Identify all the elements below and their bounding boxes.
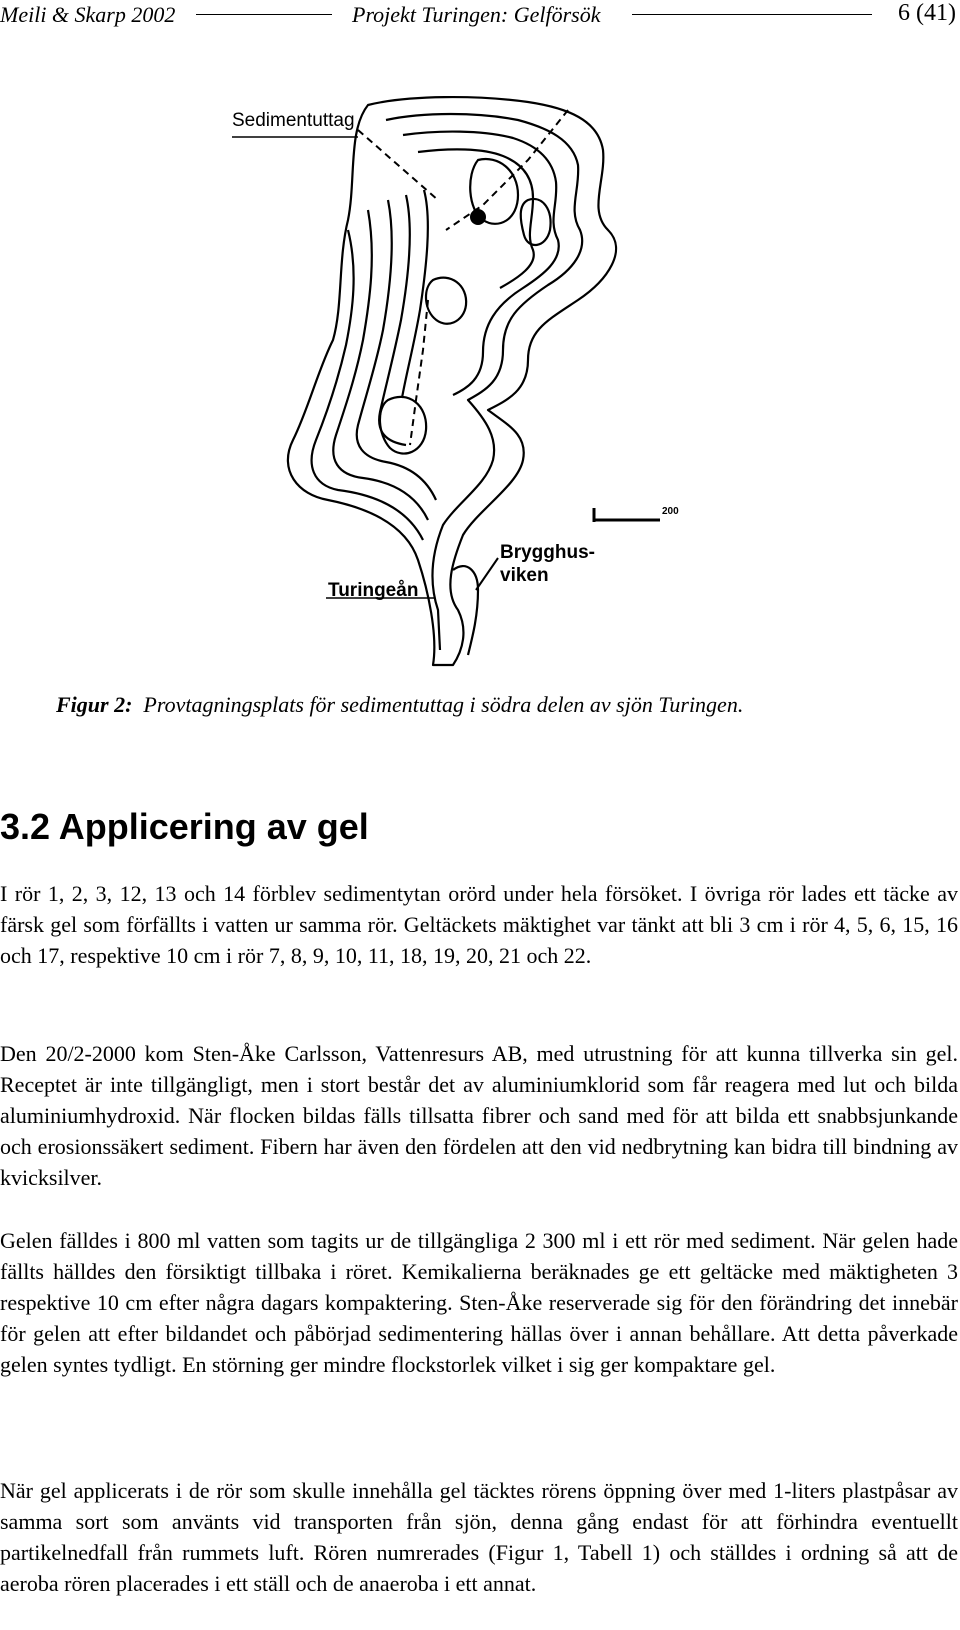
page-number: 6 (41) xyxy=(898,0,956,26)
label-brygghus: Brygghus- xyxy=(500,542,595,563)
depth-basin-mid xyxy=(426,278,466,324)
body-paragraph-1: I rör 1, 2, 3, 12, 13 och 14 förblev sedimentytan orörd under hela försöket. I övriga rör lades ett täcke av färsk gel som förfällts i vatten ur samma rör. Geltäckets mäktighet var tänkt att bli 3 cm i rör 4, 5, 6, 15, 16 och 17, respektive 10 cm i rör 7, 8, 9, 10, 11, 18, 19, 20, 21 och 22. xyxy=(0,881,958,968)
bay-outline xyxy=(453,566,478,655)
figure-caption-label: Figur 2: xyxy=(56,692,133,717)
body-paragraph-3: Gelen fälldes i 800 ml vatten som tagits ur de tillgängliga 2 300 ml i ett rör med sediment. När gelen hade fällts hälldes den försiktigt tillbaka i röret. Kemikalierna beräknades ge ett geltäcke med mäktigheten 3 respektive 10 cm efter några dagars kompaktering. Sten-Åke reserverade sig för den förändring det innebär för gelen att efter bildandet och påbörjad sedimentering hällas över i annan behållare. Att detta påverkade gelen syntes tydligt. En störning ger mindre flockstorlek vilket i sig ger kompaktare gel. xyxy=(0,1228,958,1377)
header-project-title: Projekt Turingen: Gelförsök xyxy=(352,2,601,27)
body-paragraph-4: När gel applicerats i de rör som skulle innehålla gel täcktes rörens öppning över med 1-liters plastpåsar av samma sort som använts vid transporten från sjön, denna gång endast för att förhindra eventuellt partikelnedfall från rummets luft. Rören numrerades (Figur 1, Tabell 1) och ställdes i ordning så att de aeroba rören placerades i ett ställ och de anaeroba i ett annat. xyxy=(0,1478,958,1596)
brygghus-leader-line xyxy=(476,558,498,590)
transect-line-3 xyxy=(358,130,438,200)
depth-contour-1 xyxy=(386,114,582,650)
depth-basin-east xyxy=(521,199,551,245)
header-rule-right xyxy=(632,14,872,15)
lake-contour-map xyxy=(228,90,768,670)
figure-caption xyxy=(56,692,743,718)
label-scale-200: 200 xyxy=(662,506,679,517)
label-sedimentuttag: Sedimentuttag xyxy=(232,110,355,131)
header-authors: Meili & Skarp 2002 xyxy=(0,2,176,27)
sampling-point-marker xyxy=(470,209,486,225)
header-rule-left xyxy=(196,14,332,15)
label-viken: viken xyxy=(500,565,549,586)
page-header xyxy=(0,0,960,28)
figure-caption-text: Provtagningsplats för sedimentuttag i södra delen av sjön Turingen. xyxy=(143,692,744,717)
body-paragraph-2: Den 20/2-2000 kom Sten-Åke Carlsson, Vattenresurs AB, med utrustning för att kunna tillverka sin gel. Receptet är inte tillgängligt, men i stort består det av aluminiumklorid som får reagera med lut och bilda aluminiumhydroxid. När flocken bildas fälls tillsatta fibrer och sand med för att bilda ett snabbsjunkande och erosionssäkert sediment. Fibern har även den fördelen att den vid nedbrytning kan bidra till bindning av kvicksilver. xyxy=(0,1041,958,1190)
depth-contour-6 xyxy=(357,200,436,500)
section-heading: 3.2 Applicering av gel xyxy=(0,806,369,847)
label-turingean: Turingeån xyxy=(328,580,419,601)
